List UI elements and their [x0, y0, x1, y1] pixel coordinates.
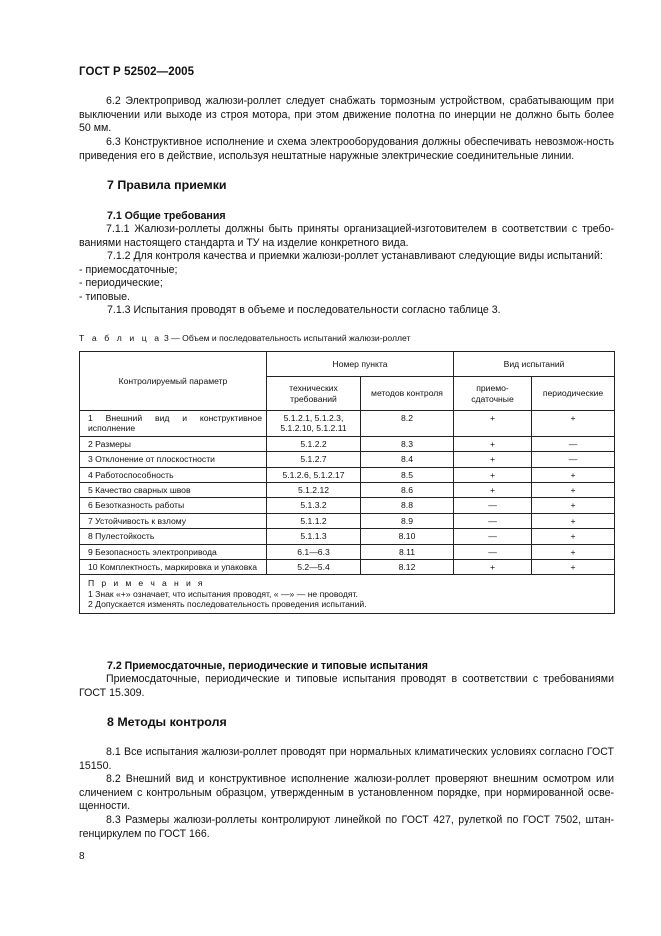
paragraph-7-1-2: 7.1.2 Для контроля качества и приемки жалюзи-роллет устанавливают следующие виды испытаний:: [107, 250, 603, 262]
cell-periodic: +: [532, 483, 615, 498]
header-test-type: Вид испытаний: [454, 352, 615, 377]
cell-param: 10 Комплектность, маркировка и упаковка: [80, 560, 267, 575]
section-8-title: 8 Методы контроля: [107, 715, 227, 729]
cell-acceptance: —: [454, 498, 532, 513]
cell-acceptance: +: [454, 436, 532, 451]
header-periodic: периодические: [532, 377, 615, 411]
cell-tech-requirements: 5.1.2.2: [267, 436, 361, 451]
cell-acceptance: +: [454, 411, 532, 437]
cell-periodic: —: [532, 452, 615, 467]
table-caption: [79, 333, 410, 343]
paragraph-7-2: Приемосдаточные, периодические и типовые испытания проводят в соответствии с требованиями ГОСТ 15.309.: [79, 673, 614, 699]
note-item: 2 Допускается изменять последовательность проведения испытаний.: [88, 599, 367, 610]
list-item: - периодические;: [79, 277, 163, 289]
header-tech-requirements: технических требований: [267, 377, 361, 411]
note-item: 1 Знак «+» означает, что испытания проводят, « —» — не проводят.: [88, 588, 358, 599]
subsection-7-2-title: 7.2 Приемосдаточные, периодические и типовые испытания: [107, 660, 428, 672]
cell-acceptance: —: [454, 513, 532, 528]
cell-periodic: +: [532, 411, 615, 437]
table-row: [80, 411, 615, 437]
table-row: [80, 498, 615, 513]
table-row: [80, 544, 615, 559]
cell-control-method: 8.8: [361, 498, 454, 513]
cell-periodic: +: [532, 467, 615, 482]
document-header: ГОСТ Р 52502—2005: [79, 66, 195, 78]
cell-control-method: 8.6: [361, 483, 454, 498]
cell-param: 3 Отклонение от плоскостности: [80, 452, 267, 467]
cell-periodic: +: [532, 513, 615, 528]
cell-tech-requirements: 5.1.3.2: [267, 498, 361, 513]
cell-param: 7 Устойчивость к взлому: [80, 513, 267, 528]
paragraph-8-1: 8.1 Все испытания жалюзи-роллет проводят при нормальных климатических условиях согласно ГОСТ 15150.: [79, 746, 614, 772]
cell-periodic: +: [532, 498, 615, 513]
cell-acceptance: +: [454, 467, 532, 482]
cell-acceptance: +: [454, 560, 532, 575]
cell-periodic: +: [532, 529, 615, 544]
table-row: [80, 436, 615, 451]
paragraph-6-3: 6.3 Конструктивное исполнение и схема электрооборудования должны обеспечивать невозмож-ность приведения его в действие, используя нештатные наружные электрические соединительные линии.: [79, 136, 614, 162]
table-caption-text: 3 — Объем и последовательность испытаний жалюзи-роллет: [163, 333, 411, 343]
table-row: [80, 452, 615, 467]
table-row: [80, 513, 615, 528]
paragraph-8-2: 8.2 Внешний вид и конструктивное исполнение жалюзи-роллет проверяют внешним осмотром или сличением с контрольным образцом, утвержденным в установленном порядке, при нормированной осве-щенности.: [79, 773, 614, 813]
cell-tech-requirements: 5.1.1.3: [267, 529, 361, 544]
cell-acceptance: —: [454, 529, 532, 544]
table-caption-prefix: Т а б л и ц а: [79, 333, 162, 343]
cell-param: 4 Работоспособность: [80, 467, 267, 482]
list-item: - типовые.: [79, 291, 130, 303]
cell-tech-requirements: 5.1.1.2: [267, 513, 361, 528]
page-number: 8: [79, 851, 85, 862]
cell-control-method: 8.3: [361, 436, 454, 451]
cell-control-method: 8.9: [361, 513, 454, 528]
section-7-title: 7 Правила приемки: [107, 178, 227, 192]
table-row: [80, 483, 615, 498]
header-control-methods: методов контроля: [361, 377, 454, 411]
cell-periodic: +: [532, 560, 615, 575]
cell-periodic: +: [532, 544, 615, 559]
cell-control-method: 8.11: [361, 544, 454, 559]
cell-tech-requirements: 5.1.2.12: [267, 483, 361, 498]
cell-periodic: —: [532, 436, 615, 451]
paragraph-8-3: 8.3 Размеры жалюзи-роллеты контролируют линейкой по ГОСТ 427, рулеткой по ГОСТ 7502, штан-генциркулем по ГОСТ 166.: [79, 814, 614, 840]
cell-acceptance: +: [454, 483, 532, 498]
paragraph-7-1-3: 7.1.3 Испытания проводят в объеме и последовательности согласно таблице 3.: [107, 304, 501, 316]
cell-param: 5 Качество сварных швов: [80, 483, 267, 498]
cell-acceptance: —: [454, 544, 532, 559]
header-acceptance: приемо-сдаточные: [454, 377, 532, 411]
cell-tech-requirements: 5.1.2.6, 5.1.2.17: [267, 467, 361, 482]
cell-control-method: 8.12: [361, 560, 454, 575]
paragraph-7-1-1: 7.1.1 Жалюзи-роллеты должны быть приняты организацией-изготовителем в соответствии с требо-ваниями настоящего стандарта и ТУ на изделие конкретного вида.: [79, 223, 614, 249]
cell-control-method: 8.4: [361, 452, 454, 467]
cell-control-method: 8.10: [361, 529, 454, 544]
cell-param: 1 Внешний вид и конструктивное исполнение: [80, 411, 267, 437]
list-item: - приемосдаточные;: [79, 264, 178, 276]
cell-param: 6 Безотказность работы: [80, 498, 267, 513]
cell-param: 9 Безопасность электропривода: [80, 544, 267, 559]
cell-param: 8 Пулестойкость: [80, 529, 267, 544]
subsection-7-1-title: 7.1 Общие требования: [107, 210, 226, 222]
cell-acceptance: +: [454, 452, 532, 467]
table-3: [79, 351, 615, 614]
table-row: [80, 529, 615, 544]
header-item-number: Номер пункта: [267, 352, 454, 377]
cell-tech-requirements: 6.1—6.3: [267, 544, 361, 559]
cell-tech-requirements: 5.1.2.7: [267, 452, 361, 467]
header-param: Контролируемый параметр: [80, 352, 267, 411]
table-notes: [80, 575, 615, 613]
notes-title: П р и м е ч а н и я: [88, 578, 205, 589]
table-row: [80, 560, 615, 575]
cell-control-method: 8.2: [361, 411, 454, 437]
cell-tech-requirements: 5.2—5.4: [267, 560, 361, 575]
table-row: [80, 467, 615, 482]
cell-param: 2 Размеры: [80, 436, 267, 451]
paragraph-6-2: 6.2 Электропривод жалюзи-роллет следует снабжать тормозным устройством, срабатывающим при выключении или выходе из строя мотора, при этом движение полотна по инерции не должно быть более 50 мм.: [79, 95, 614, 135]
cell-control-method: 8.5: [361, 467, 454, 482]
cell-tech-requirements: 5.1.2.1, 5.1.2.3, 5.1.2.10, 5.1.2.11: [267, 411, 361, 437]
